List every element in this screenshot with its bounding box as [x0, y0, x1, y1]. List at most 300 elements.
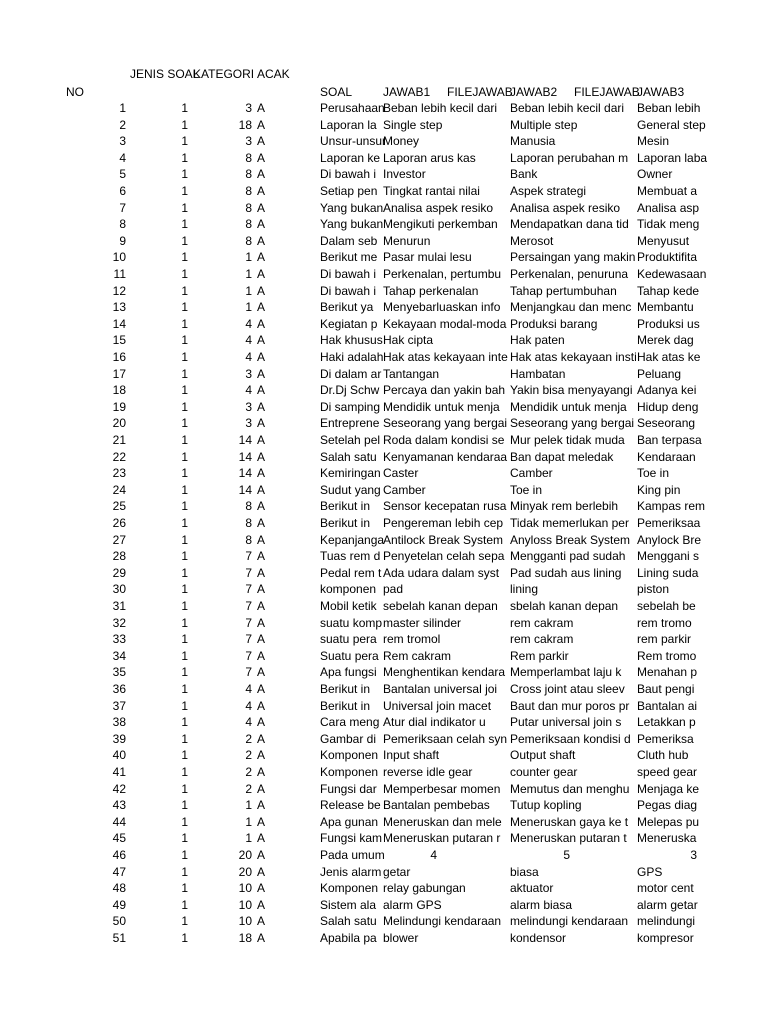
- table-row: [0, 449, 768, 466]
- cell-jenis-soal: 1: [181, 449, 188, 464]
- table-row: [0, 200, 768, 217]
- cell-jenis-soal: 1: [181, 798, 188, 813]
- cell-jawab3: Merek dag: [637, 333, 694, 348]
- table-row: [0, 930, 768, 947]
- cell-soal: Hak khusus: [320, 333, 383, 348]
- table-row: [0, 183, 768, 200]
- cell-jawab1: sebelah kanan depan: [383, 599, 498, 613]
- cell-kategori: 1: [245, 267, 252, 281]
- cell-jenis-soal: 1: [181, 814, 188, 829]
- cell-jawab2: Manusia: [510, 134, 556, 149]
- cell-soal: Komponen: [320, 765, 379, 779]
- cell-acak: A: [257, 648, 266, 663]
- cell-no: 25: [112, 499, 126, 514]
- cell-jawab2: Hak paten: [510, 333, 565, 348]
- cell-jawab1: alarm GPS: [383, 897, 442, 912]
- cell-jawab2: Yakin bisa menyayangi: [510, 383, 633, 398]
- table-row: [0, 615, 768, 632]
- table-row: [0, 664, 768, 681]
- cell-jawab1: Analisa aspek resiko: [383, 200, 494, 215]
- cell-jawab1: Tingkat rantai nilai: [383, 184, 480, 198]
- cell-jawab1: Pasar mulai lesu: [383, 250, 472, 265]
- cell-jawab3: Kendaraan: [637, 449, 696, 464]
- cell-kategori: 8: [245, 532, 252, 547]
- cell-no: 4: [119, 150, 126, 165]
- cell-kategori: 10: [238, 897, 252, 912]
- cell-kategori: 4: [245, 383, 252, 398]
- cell-jawab2: Multiple step: [510, 117, 578, 132]
- cell-kategori: 7: [245, 615, 252, 630]
- cell-jawab2: Mendidik untuk menja: [510, 399, 627, 414]
- cell-jawab2: rem cakram: [510, 615, 574, 630]
- cell-jawab1: Universal join macet: [383, 698, 492, 713]
- cell-kategori: 20: [238, 848, 252, 862]
- cell-soal: Setiap pen: [320, 184, 378, 198]
- cell-soal: Pada umum: [320, 848, 385, 862]
- cell-jawab3: melindungi: [637, 914, 696, 929]
- table-row: [0, 150, 768, 167]
- cell-jenis-soal: 1: [181, 499, 188, 514]
- cell-jawab3: kompresor: [637, 931, 694, 945]
- cell-no: 14: [112, 316, 126, 331]
- cell-acak: A: [257, 101, 266, 115]
- cell-jawab1: reverse idle gear: [383, 765, 473, 779]
- header-jawab3: JAWAB3: [637, 85, 685, 99]
- cell-jawab1: Mengikuti perkemban: [383, 217, 498, 232]
- table-row: [0, 532, 768, 549]
- cell-no: 9: [119, 233, 126, 248]
- cell-kategori: 14: [238, 482, 252, 497]
- cell-jenis-soal: 1: [181, 184, 188, 198]
- cell-no: 35: [112, 665, 126, 680]
- cell-acak: A: [257, 316, 266, 331]
- table-row: [0, 897, 768, 914]
- cell-kategori: 1: [245, 814, 252, 829]
- cell-kategori: 10: [238, 881, 252, 896]
- cell-jawab3: Beban lebih: [637, 101, 701, 115]
- cell-soal: Berikut in: [320, 499, 371, 514]
- header-filejawab1: FILEJAWAB: [447, 85, 513, 99]
- cell-jawab1: Sensor kecepatan rusa: [383, 499, 507, 514]
- cell-jawab2: Memutus dan menghu: [510, 781, 630, 796]
- cell-jawab3: Pemeriksaa: [637, 516, 701, 530]
- cell-jawab3: Toe in: [637, 466, 670, 481]
- cell-jenis-soal: 1: [181, 881, 188, 896]
- cell-jawab3: Membuat a: [637, 184, 698, 198]
- cell-soal: Sudut yang: [320, 482, 381, 497]
- cell-jenis-soal: 1: [181, 565, 188, 580]
- cell-jenis-soal: 1: [181, 101, 188, 115]
- cell-acak: A: [257, 449, 266, 464]
- cell-kategori: 18: [238, 931, 252, 945]
- table-row: [0, 133, 768, 150]
- cell-soal: Apa gunan: [320, 814, 379, 829]
- table-row: [0, 631, 768, 648]
- cell-jenis-soal: 1: [181, 466, 188, 481]
- cell-jawab1: Atur dial indikator u: [383, 715, 486, 730]
- cell-jenis-soal: 1: [181, 482, 188, 497]
- cell-jenis-soal: 1: [181, 914, 188, 929]
- cell-soal: Dalam seb: [320, 233, 378, 248]
- cell-jawab1: master silinder: [383, 615, 462, 630]
- cell-jawab3: piston: [637, 582, 670, 597]
- cell-acak: A: [257, 897, 266, 912]
- cell-soal: Di samping: [320, 399, 381, 414]
- cell-soal: Salah satu: [320, 449, 377, 464]
- cell-jenis-soal: 1: [181, 532, 188, 547]
- cell-soal: komponen: [320, 582, 377, 597]
- table-row: [0, 548, 768, 565]
- table-row: [0, 332, 768, 349]
- cell-jawab1: Ada udara dalam syst: [383, 565, 500, 580]
- cell-jawab1: Roda dalam kondisi se: [383, 433, 505, 447]
- cell-acak: A: [257, 167, 266, 182]
- cell-kategori: 1: [245, 283, 252, 298]
- cell-acak: A: [257, 831, 266, 846]
- cell-soal: Entreprene: [320, 416, 380, 431]
- cell-acak: A: [257, 333, 266, 348]
- cell-acak: A: [257, 117, 266, 132]
- cell-jawab3: Letakkan p: [637, 715, 696, 730]
- cell-kategori: 7: [245, 565, 252, 580]
- table-row: [0, 100, 768, 117]
- cell-kategori: 1: [245, 798, 252, 813]
- cell-kategori: 8: [245, 150, 252, 165]
- table-row: [0, 797, 768, 814]
- cell-soal: Kepanjanga: [320, 532, 385, 547]
- cell-jawab3: GPS: [637, 864, 663, 879]
- cell-jenis-soal: 1: [181, 399, 188, 414]
- cell-kategori: 8: [245, 200, 252, 215]
- cell-kategori: 14: [238, 449, 252, 464]
- cell-kategori: 8: [245, 167, 252, 182]
- cell-jawab2: Baut dan mur poros pr: [510, 698, 630, 713]
- table-row: [0, 366, 768, 383]
- cell-jawab2: Hak atas kekayaan insti: [510, 350, 637, 364]
- cell-jenis-soal: 1: [181, 416, 188, 431]
- table-row: [0, 432, 768, 449]
- table-row: [0, 714, 768, 731]
- cell-soal: Haki adalah: [320, 350, 384, 364]
- cell-no: 38: [112, 715, 126, 730]
- cell-soal: Apabila pa: [320, 931, 377, 945]
- cell-jawab3: Menjaga ke: [637, 781, 700, 796]
- cell-jawab2: Meneruskan putaran t: [510, 831, 627, 846]
- cell-kategori: 8: [245, 499, 252, 514]
- cell-kategori: 3: [245, 101, 252, 115]
- cell-soal: Berikut me: [320, 250, 378, 265]
- cell-jawab1: rem tromol: [383, 632, 441, 647]
- cell-acak: A: [257, 499, 266, 514]
- cell-jawab1: Pengereman lebih cep: [383, 516, 504, 530]
- cell-no: 50: [112, 914, 126, 929]
- cell-jawab2: Hambatan: [510, 366, 566, 381]
- cell-jawab1: Camber: [383, 482, 426, 497]
- table-row: [0, 764, 768, 781]
- cell-jenis-soal: 1: [181, 665, 188, 680]
- cell-jenis-soal: 1: [181, 698, 188, 713]
- cell-jawab3: Hidup deng: [637, 399, 699, 414]
- cell-jawab2: Bank: [510, 167, 538, 182]
- table-row: [0, 814, 768, 831]
- cell-jawab3: Baut pengi: [637, 682, 695, 696]
- cell-acak: A: [257, 731, 266, 746]
- table-row: [0, 830, 768, 847]
- cell-soal: Release be: [320, 798, 381, 813]
- cell-jawab3: Kampas rem: [637, 499, 706, 514]
- cell-soal: Sistem ala: [320, 897, 377, 912]
- cell-kategori: 14: [238, 466, 252, 481]
- cell-no: 23: [112, 466, 126, 481]
- cell-jenis-soal: 1: [181, 217, 188, 232]
- cell-acak: A: [257, 582, 266, 597]
- cell-no: 28: [112, 549, 126, 564]
- cell-jawab2: Tidak memerlukan per: [510, 516, 629, 530]
- cell-jenis-soal: 1: [181, 632, 188, 647]
- cell-kategori: 7: [245, 665, 252, 680]
- cell-jawab2: Pemeriksaan kondisi d: [510, 731, 631, 746]
- cell-acak: A: [257, 250, 266, 265]
- cell-jawab3: Produksi us: [637, 316, 700, 331]
- cell-soal: Suatu pera: [320, 648, 379, 663]
- cell-acak: A: [257, 765, 266, 779]
- cell-soal: Salah satu: [320, 914, 377, 929]
- cell-acak: A: [257, 217, 266, 232]
- cell-no: 49: [112, 897, 126, 912]
- cell-no: 51: [112, 931, 126, 945]
- cell-jenis-soal: 1: [181, 283, 188, 298]
- cell-kategori: 1: [245, 831, 252, 846]
- cell-no: 46: [112, 848, 126, 862]
- cell-jawab1: Tantangan: [383, 366, 440, 381]
- cell-kategori: 2: [245, 781, 252, 796]
- cell-jawab2: Tahap pertumbuhan: [510, 283, 617, 298]
- table-row: [0, 216, 768, 233]
- cell-jawab1: 4: [430, 848, 437, 862]
- cell-jenis-soal: 1: [181, 682, 188, 696]
- cell-jenis-soal: 1: [181, 117, 188, 132]
- cell-jawab2: Laporan perubahan m: [510, 150, 629, 165]
- cell-jawab1: Penyetelan celah sepa: [383, 549, 505, 564]
- cell-kategori: 8: [245, 516, 252, 530]
- cell-jenis-soal: 1: [181, 615, 188, 630]
- cell-no: 16: [112, 350, 126, 364]
- cell-jawab3: King pin: [637, 482, 681, 497]
- cell-jawab2: lining: [510, 582, 539, 597]
- cell-no: 7: [119, 200, 126, 215]
- table-row: [0, 880, 768, 897]
- cell-soal: Yang bukan: [320, 200, 384, 215]
- cell-jawab2: 5: [563, 848, 570, 862]
- cell-jawab2: Tutup kopling: [510, 798, 582, 813]
- cell-jawab2: kondensor: [510, 931, 567, 945]
- table-row: [0, 781, 768, 798]
- cell-acak: A: [257, 682, 266, 696]
- table-row: [0, 399, 768, 416]
- cell-jenis-soal: 1: [181, 848, 188, 862]
- table-row: [0, 166, 768, 183]
- cell-acak: A: [257, 482, 266, 497]
- cell-jenis-soal: 1: [181, 433, 188, 447]
- cell-jawab2: biasa: [510, 864, 539, 879]
- cell-kategori: 3: [245, 134, 252, 149]
- cell-jawab2: Rem parkir: [510, 648, 569, 663]
- cell-jawab3: sebelah be: [637, 599, 696, 613]
- cell-jawab1: Meneruskan putaran r: [383, 831, 501, 846]
- cell-acak: A: [257, 632, 266, 647]
- cell-jenis-soal: 1: [181, 333, 188, 348]
- cell-acak: A: [257, 383, 266, 398]
- cell-no: 19: [112, 399, 126, 414]
- table-row: [0, 266, 768, 283]
- cell-kategori: 4: [245, 316, 252, 331]
- table-row: [0, 747, 768, 764]
- cell-kategori: 3: [245, 366, 252, 381]
- cell-acak: A: [257, 864, 266, 879]
- cell-jawab1: Bantalan universal joi: [383, 682, 498, 696]
- cell-no: 40: [112, 748, 126, 763]
- cell-soal: suatu pera: [320, 632, 377, 647]
- cell-jenis-soal: 1: [181, 134, 188, 149]
- table-row: [0, 482, 768, 499]
- cell-jawab1: Antilock Break System: [383, 532, 504, 547]
- cell-jawab3: Laporan laba: [637, 150, 708, 165]
- cell-soal: Di bawah i: [320, 267, 377, 281]
- cell-jenis-soal: 1: [181, 350, 188, 364]
- cell-kategori: 2: [245, 731, 252, 746]
- cell-acak: A: [257, 134, 266, 149]
- cell-kategori: 7: [245, 582, 252, 597]
- cell-no: 33: [112, 632, 126, 647]
- cell-jawab3: Owner: [637, 167, 673, 182]
- cell-soal: Gambar di: [320, 731, 377, 746]
- header-no: NO: [66, 85, 84, 99]
- cell-jawab3: rem parkir: [637, 632, 692, 647]
- table-row: [0, 465, 768, 482]
- table-row: [0, 515, 768, 532]
- cell-kategori: 4: [245, 715, 252, 730]
- header-acak: ACAK: [257, 67, 290, 81]
- cell-jawab1: Hak atas kekayaan inte: [383, 350, 508, 364]
- cell-jawab2: counter gear: [510, 765, 578, 779]
- cell-soal: Komponen: [320, 748, 379, 763]
- table-row: [0, 249, 768, 266]
- cell-soal: Setelah pel: [320, 433, 381, 447]
- cell-kategori: 18: [238, 117, 252, 132]
- cell-jenis-soal: 1: [181, 897, 188, 912]
- cell-acak: A: [257, 416, 266, 431]
- table-row: [0, 382, 768, 399]
- table-row: [0, 233, 768, 250]
- cell-soal: Berikut in: [320, 698, 371, 713]
- cell-jawab1: Pemeriksaan celah syn: [383, 731, 508, 746]
- cell-soal: Berikut in: [320, 516, 371, 530]
- cell-jenis-soal: 1: [181, 267, 188, 281]
- cell-no: 13: [112, 300, 126, 315]
- cell-jawab3: Ban terpasa: [637, 433, 702, 447]
- cell-jawab2: Mendapatkan dana tid: [510, 217, 629, 232]
- cell-jawab2: Memperlambat laju k: [510, 665, 622, 680]
- cell-jawab1: blower: [383, 931, 419, 945]
- cell-acak: A: [257, 433, 266, 447]
- cell-jawab3: General step: [637, 117, 706, 132]
- cell-jawab3: Analisa asp: [637, 200, 700, 215]
- table-row: [0, 681, 768, 698]
- cell-jawab3: 3: [690, 848, 697, 862]
- cell-no: 29: [112, 565, 126, 580]
- table-row: [0, 648, 768, 665]
- cell-kategori: 4: [245, 350, 252, 364]
- cell-jawab1: Mendidik untuk menja: [383, 399, 500, 414]
- cell-jawab3: Tahap kede: [637, 283, 700, 298]
- cell-jawab3: Bantalan ai: [637, 698, 698, 713]
- cell-jawab3: Adanya kei: [637, 383, 697, 398]
- cell-no: 10: [112, 250, 126, 265]
- cell-jawab2: Minyak rem berlebih: [510, 499, 619, 514]
- cell-soal: Tuas rem d: [320, 549, 381, 564]
- cell-kategori: 1: [245, 300, 252, 315]
- cell-jawab3: Hak atas ke: [637, 350, 701, 364]
- cell-jawab1: Laporan arus kas: [383, 150, 476, 165]
- cell-jenis-soal: 1: [181, 715, 188, 730]
- cell-jawab2: alarm biasa: [510, 897, 573, 912]
- table-row: [0, 299, 768, 316]
- cell-no: 18: [112, 383, 126, 398]
- cell-jawab3: Produktifita: [637, 250, 698, 265]
- table-row: [0, 349, 768, 366]
- cell-jawab1: Rem cakram: [383, 648, 452, 663]
- table-row: [0, 565, 768, 582]
- cell-no: 2: [119, 117, 126, 132]
- cell-jenis-soal: 1: [181, 549, 188, 564]
- cell-acak: A: [257, 184, 266, 198]
- cell-kategori: 4: [245, 333, 252, 348]
- table-row: [0, 598, 768, 615]
- cell-jawab2: Merosot: [510, 233, 554, 248]
- cell-jawab3: motor cent: [637, 881, 694, 896]
- cell-jawab2: Mur pelek tidak muda: [510, 433, 625, 447]
- cell-jawab3: Anylock Bre: [637, 532, 702, 547]
- cell-acak: A: [257, 150, 266, 165]
- header-soal: SOAL: [320, 85, 353, 99]
- cell-no: 31: [112, 599, 126, 613]
- cell-no: 8: [119, 217, 126, 232]
- cell-jenis-soal: 1: [181, 648, 188, 663]
- cell-jawab1: Perkenalan, pertumbu: [383, 267, 502, 281]
- cell-jawab1: Money: [383, 134, 420, 149]
- cell-jawab3: Melepas pu: [637, 814, 700, 829]
- cell-soal: suatu komp: [320, 615, 383, 630]
- cell-jenis-soal: 1: [181, 167, 188, 182]
- cell-no: 41: [112, 765, 126, 779]
- cell-jawab2: Putar universal join s: [510, 715, 622, 730]
- cell-jawab3: Meneruska: [637, 831, 697, 846]
- cell-jawab1: Menyebarluaskan info: [383, 300, 501, 315]
- cell-no: 17: [112, 366, 126, 381]
- cell-no: 22: [112, 449, 126, 464]
- cell-acak: A: [257, 300, 266, 315]
- cell-jawab1: getar: [383, 864, 411, 879]
- cell-kategori: 8: [245, 217, 252, 232]
- cell-jawab3: Cluth hub: [637, 748, 689, 763]
- cell-no: 26: [112, 516, 126, 530]
- cell-soal: Perusahaan: [320, 101, 385, 115]
- cell-acak: A: [257, 350, 266, 364]
- cell-soal: Mobil ketik: [320, 599, 377, 613]
- cell-jawab2: rem cakram: [510, 632, 574, 647]
- cell-jawab1: Investor: [383, 167, 426, 182]
- cell-jawab1: pad: [383, 582, 404, 597]
